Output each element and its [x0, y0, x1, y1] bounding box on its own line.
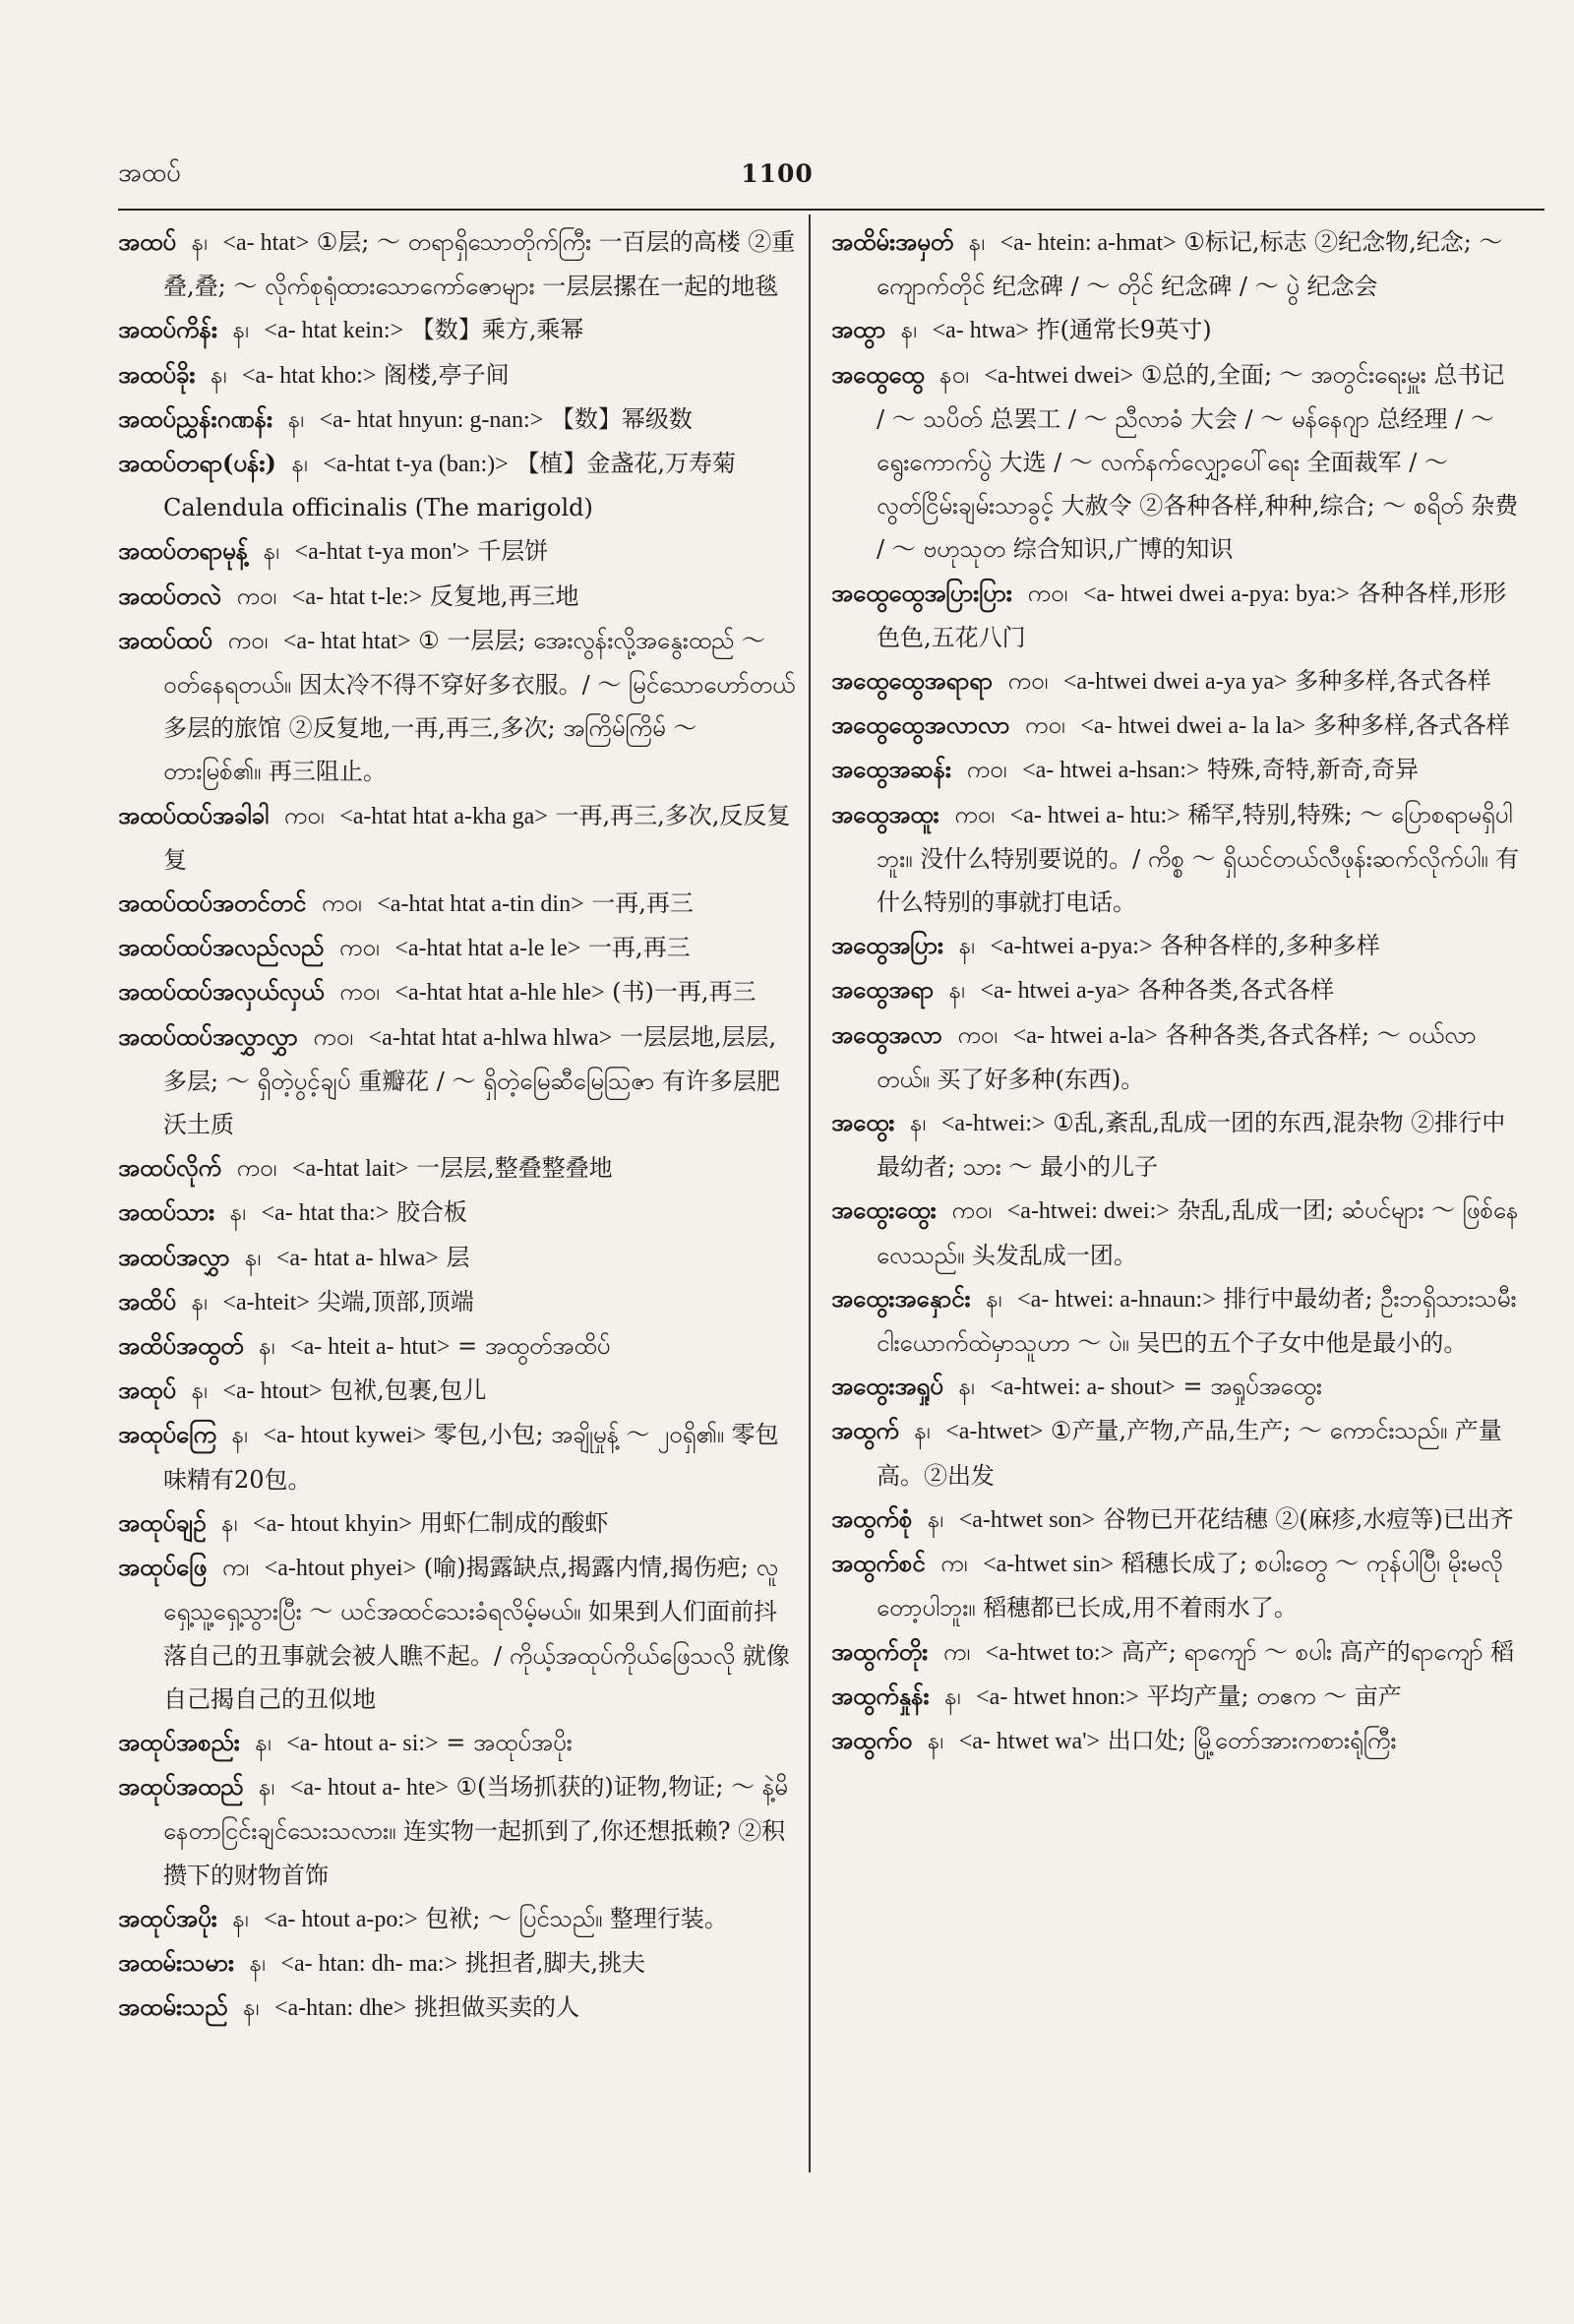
- dictionary-entry: [118, 353, 797, 398]
- pronunciation: <a-htat htat a-tin din>: [377, 891, 584, 918]
- dictionary-entry: [118, 1146, 797, 1191]
- pronunciation: <a- htat tha:>: [261, 1200, 390, 1227]
- part-of-speech: န၊: [191, 1376, 208, 1405]
- definition: 谷物已开花结穗 ②(麻疹,水痘等)已出齐: [1102, 1504, 1514, 1533]
- definition: ①产量,产物,产品,生产; ～ ကောင်းသည်။ 产量高。②出发: [877, 1417, 1502, 1490]
- part-of-speech: န၊: [191, 228, 208, 256]
- definition: 排行中最幼者; ဦးဘရှိသားသမီးငါးယောက်ထဲမှာသူဟာ ～ ပဲ။ 吴巴的五个子女中他是最小的。: [877, 1284, 1517, 1358]
- pronunciation: <a-htat lait>: [291, 1156, 409, 1183]
- definition: = အထွတ်အထိပ်: [457, 1332, 611, 1361]
- pronunciation: <a-htwei dwei a-ya ya>: [1062, 669, 1288, 696]
- pronunciation: <a-htwei a-pya:>: [990, 934, 1153, 960]
- dictionary-entry: [831, 1101, 1520, 1189]
- headword: အထပ်ထပ်: [118, 625, 212, 654]
- definition: 胶合板: [395, 1198, 467, 1227]
- headword: အထွေအထူး: [831, 799, 939, 828]
- dictionary-entry: [118, 1941, 797, 1986]
- headword: အထွေအလာ: [831, 1019, 942, 1049]
- headword: အထပ်အလွှာ: [118, 1242, 230, 1271]
- definition: 平均产量; တဧက ～ 亩产: [1146, 1682, 1402, 1710]
- pronunciation: <a- htout a- hte>: [289, 1775, 449, 1802]
- definition: 包袱; ～ ပြင်သည်။ 整理行装。: [425, 1904, 728, 1932]
- headword: အထွက်တိုး: [831, 1636, 929, 1666]
- dictionary-entry: [118, 1280, 797, 1324]
- dictionary-entry: [118, 1015, 797, 1147]
- headword: အထပ်ထပ်အလှယ်လှယ်: [118, 977, 325, 1007]
- definition: 各种各样的,多种多样: [1160, 932, 1380, 960]
- part-of-speech: န၊: [986, 1284, 1002, 1313]
- headword: အထပ်တရာ(ပန်း): [118, 449, 276, 478]
- headword: အထုပ်ချဉ်: [118, 1507, 207, 1537]
- dictionary-entry: [831, 1498, 1520, 1542]
- pronunciation: <a- htwei a-ya>: [980, 978, 1130, 1005]
- part-of-speech: က၀၊: [339, 978, 380, 1007]
- definition: 【植】金盏花,万寿菊 Calendula officinalis (The marigold): [163, 450, 736, 522]
- part-of-speech: က၀၊: [227, 626, 269, 654]
- dictionary-entry: [831, 748, 1520, 792]
- definition: 一再,再三: [591, 889, 694, 918]
- header-rule: [118, 209, 1544, 211]
- headword: အထွေထွေအရာရာ: [831, 666, 993, 696]
- pronunciation: <a- htwei dwei a-pya: bya:>: [1082, 581, 1350, 607]
- dictionary-entry: [831, 1189, 1520, 1276]
- definition: 多种多样,各式各样: [1295, 667, 1491, 696]
- part-of-speech: က၀၊: [957, 1020, 999, 1049]
- definition: 千层饼: [477, 537, 549, 566]
- definition: 阁楼,亭子间: [384, 360, 510, 389]
- headword: အထပ်ထပ်အလွှာလွှာ: [118, 1021, 298, 1051]
- headword: အထုပ်ဖြေ: [118, 1553, 208, 1582]
- definition: 高产; ရာကျော် ～ စပါး 高产的ရာကျော် 稻: [1120, 1637, 1515, 1666]
- part-of-speech: န၊: [232, 1904, 249, 1932]
- pronunciation: <a- htwei a- htu:>: [1009, 802, 1180, 828]
- definition: 【数】乘方,乘幂: [410, 316, 584, 344]
- page-number: 1100: [741, 159, 814, 188]
- part-of-speech: န၊: [291, 450, 308, 478]
- part-of-speech: န၊: [229, 1198, 246, 1227]
- pronunciation: <a- htout khyin>: [253, 1510, 412, 1537]
- headword: အထပ်သား: [118, 1197, 215, 1227]
- running-head: အထပ်: [118, 158, 181, 188]
- pronunciation: <a- htat kein:>: [264, 318, 404, 344]
- definition: 一层层地,层层,多层; ～ ရှိတဲ့ပွင့်ချပ် 重瓣花 / ～ ရှိတဲ့မြေဆီမြေသြဇာ 有许多层肥沃土质: [163, 1022, 780, 1139]
- headword: အထပ်တလဲ: [118, 581, 221, 610]
- part-of-speech: န၊: [249, 1948, 266, 1977]
- pronunciation: <a- htan: dh- ma:>: [280, 1950, 458, 1977]
- part-of-speech: န၊: [927, 1726, 944, 1754]
- dictionary-entry: [118, 970, 797, 1014]
- pronunciation: <a- htwa>: [932, 318, 1029, 344]
- dictionary-entry: [118, 619, 797, 794]
- part-of-speech: န၊: [255, 1728, 272, 1756]
- part-of-speech: က၀၊: [236, 1154, 277, 1183]
- pronunciation: <a- htout kywei>: [263, 1423, 427, 1449]
- part-of-speech: န၊: [263, 537, 279, 566]
- pronunciation: <a-htat t-ya mon'>: [294, 539, 470, 566]
- headword: အထွက်နှုန်း: [831, 1681, 930, 1710]
- pronunciation: <a-htwei: dwei:>: [1006, 1198, 1170, 1225]
- dictionary-entry: [831, 1409, 1520, 1497]
- part-of-speech: န၊: [259, 1332, 275, 1361]
- dictionary-entry: [831, 659, 1520, 703]
- headword: အထွက်ဝ: [831, 1725, 913, 1754]
- definition: ①乱,紊乱,乱成一团的东西,混杂物 ②排行中最幼者; သား ～ 最小的儿子: [877, 1109, 1506, 1182]
- definition: 尖端,顶部,顶端: [317, 1287, 474, 1315]
- headword: အထိပ်အထွတ်: [118, 1331, 244, 1361]
- pronunciation: <a-htout phyei>: [264, 1556, 417, 1582]
- part-of-speech: န၊: [900, 316, 917, 344]
- part-of-speech: က၊: [942, 1637, 971, 1666]
- dictionary-entry: [831, 1365, 1520, 1409]
- definition: 杂乱,乱成一团; ဆံပင်များ ～ ဖြစ်နေလေသည်။ 头发乱成一团。: [877, 1196, 1519, 1269]
- dictionary-entry: [118, 1721, 797, 1765]
- pronunciation: <a-hteit>: [222, 1289, 310, 1315]
- pronunciation: <a-htwet sin>: [983, 1552, 1115, 1578]
- headword: အထုပ်ကြေ: [118, 1420, 216, 1449]
- pronunciation: <a-htwet son>: [958, 1506, 1096, 1533]
- definition: = အရှုပ်အထွေး: [1182, 1373, 1322, 1401]
- dictionary-entry: [118, 1413, 797, 1500]
- definition: 层: [446, 1243, 470, 1271]
- pronunciation: <a-htan: dhe>: [273, 1995, 407, 2022]
- dictionary-entry: [831, 1630, 1520, 1675]
- pronunciation: <a- htat>: [222, 230, 310, 256]
- part-of-speech: န၊: [221, 1508, 238, 1537]
- dictionary-entry: [118, 1501, 797, 1546]
- headword: အထွေထွေ: [831, 359, 925, 389]
- part-of-speech: န၊: [259, 1773, 275, 1802]
- dictionary-entry: [118, 308, 797, 352]
- dictionary-entry: [831, 968, 1520, 1012]
- definition: 挑担者,脚夫,挑夫: [464, 1948, 646, 1977]
- definition: 各种各类,各式各样: [1137, 976, 1335, 1005]
- headword: အထမ်းသည်: [118, 1992, 228, 2022]
- dictionary-entry: [118, 882, 797, 926]
- definition: 【数】幂级数: [550, 404, 693, 433]
- dictionary-entry: [118, 1369, 797, 1413]
- definition: ①总的,全面; ～ အတွင်းရေးမှူး 总书记 / ～ သပိတ် 总罢工 / ～ ညီလာခံ 大会 / ～ မန်နေဂျာ 总经理 / ～ ရွေးကောက်ပွဲ 大选 / ～ လက်နက်လျှော့ပေါ်ရေး 全面裁军 / ～ လွတ်ငြိမ်းချမ်းသာခွင့် 大赦令 ②各种各样,种种,综合; ～ စရိတ် 杂费 / ～ ဗဟုသုတ 综合知识,广博的知识: [877, 360, 1519, 564]
- part-of-speech: န၀၊: [939, 360, 969, 389]
- headword: အထုပ်: [118, 1376, 176, 1405]
- headword: အထုပ်အထည်: [118, 1772, 244, 1802]
- part-of-speech: န၊: [968, 228, 986, 256]
- definition: = အထုပ်အပိုး: [446, 1728, 573, 1756]
- part-of-speech: က၀၊: [236, 581, 277, 610]
- part-of-speech: န၊: [191, 1287, 208, 1315]
- dictionary-entry: [831, 1675, 1520, 1719]
- pronunciation: <a- htwet hnon:>: [976, 1683, 1139, 1710]
- headword: အထပ်ထပ်အလည်လည်: [118, 933, 325, 962]
- pronunciation: <a-htat htat a-kha ga>: [339, 803, 548, 829]
- definition: 包袱,包裹,包儿: [330, 1376, 487, 1405]
- headword: အထွေးထွေး: [831, 1195, 937, 1225]
- dictionary-entry: [831, 572, 1520, 659]
- pronunciation: <a-htat htat a-le le>: [394, 936, 581, 962]
- definition: 稻穗长成了; စပါးတွေ ～ ကုန်ပါပြီ၊ မိုးမလိုတော့ပါဘူး။ 稻穗都已长成,用不着雨水了。: [877, 1550, 1503, 1622]
- part-of-speech: န၊: [287, 404, 304, 433]
- dictionary-entry: [118, 1765, 797, 1897]
- dictionary-entry: [118, 794, 797, 882]
- pronunciation: <a-htat htat a-hle hle>: [394, 980, 605, 1007]
- dictionary-entry: [118, 1191, 797, 1235]
- definition: 挑担做买卖的人: [413, 1993, 579, 2022]
- dictionary-entry: [118, 1236, 797, 1280]
- definition: 用虾仁制成的酸虾: [419, 1508, 609, 1537]
- definition: 多种多样,各式各样: [1312, 711, 1510, 740]
- left-column: [118, 220, 797, 2030]
- headword: အထပ်ထပ်အခါခါ: [118, 800, 270, 829]
- headword: အထွေး: [831, 1108, 895, 1137]
- headword: အထပ်လိုက်: [118, 1153, 221, 1183]
- part-of-speech: က၊: [221, 1554, 250, 1582]
- pronunciation: <a- htwei dwei a- la la>: [1080, 713, 1306, 740]
- pronunciation: <a- htein: a-hmat>: [999, 230, 1177, 256]
- headword: အထုပ်အစည်း: [118, 1727, 240, 1756]
- dictionary-entry: [118, 529, 797, 574]
- column-divider: [809, 214, 811, 2172]
- headword: အထွေအဆန်း: [831, 755, 952, 784]
- dictionary-entry: [118, 220, 797, 308]
- part-of-speech: န၊: [914, 1417, 931, 1445]
- dictionary-entry: [831, 220, 1520, 308]
- headword: အထွေအပြား: [831, 931, 943, 960]
- definition: 一再,再三: [587, 934, 691, 962]
- pronunciation: <a- htwei a-la>: [1012, 1022, 1158, 1049]
- dictionary-entry: [831, 1277, 1520, 1365]
- definition: ①标记,标志 ②纪念物,纪念; ～ ကျောက်တိုင် 纪念碑 / ～ တိုင် 纪念碑 / ～ ပွဲ 纪念会: [877, 228, 1503, 301]
- part-of-speech: က၀၊: [951, 1196, 993, 1225]
- pronunciation: <a- hteit a- htut>: [290, 1334, 451, 1361]
- dictionary-entry: [831, 793, 1520, 925]
- headword: အထပ်ထပ်အတင်တင်: [118, 888, 307, 918]
- definition: 稀罕,特别,特殊; ～ ပြောစရာမရှိပါဘူး။ 没什么特别要说的。/ ကိစ္စ ～ ရှိယင်တယ်လီဖုန်းဆက်လိုက်ပါ။ 有什么特别的事就打电话。: [877, 800, 1520, 917]
- headword: အထပ်ကိန်း: [118, 315, 217, 344]
- dictionary-entry: [831, 1719, 1520, 1763]
- pronunciation: <a- htout>: [222, 1378, 323, 1405]
- definition: 一再,再三,多次,反反复复: [163, 801, 791, 874]
- pronunciation: <a- htout a- si:>: [286, 1730, 439, 1756]
- pronunciation: <a- htwei a-hsan:>: [1022, 758, 1200, 784]
- part-of-speech: န၊: [958, 1373, 975, 1401]
- headword: အထိပ်: [118, 1286, 176, 1315]
- part-of-speech: န၊: [944, 1682, 961, 1710]
- headword: အထွေအရာ: [831, 975, 934, 1005]
- part-of-speech: က၀၊: [966, 756, 1007, 784]
- headword: အထွာ: [831, 315, 886, 344]
- part-of-speech: က၀၊: [338, 934, 380, 962]
- pronunciation: <a-htwei:>: [940, 1111, 1046, 1137]
- pronunciation: <a- htwei: a-hnaun:>: [1017, 1286, 1216, 1313]
- definition: ① 一层层; အေးလွန်းလို့အနွေးထည် ～ ဝတ်နေရတယ်။ 因太冷不得不穿好多衣服。/ ～ မြင်သောဟော်တယ် 多层的旅馆 ②反复地,一再,再三,多次; အကြိမ်ကြိမ် ～ တားမြစ်၏။ 再三阻止。: [163, 626, 796, 786]
- dictionary-entry: [831, 308, 1520, 352]
- definition: ①(当场抓获的)证物,物证; ～ နဲ့မိနေတာငြင်းချင်သေးသလား။ 连实物一起抓到了,你还想抵赖? ②积攒下的财物首饰: [163, 1773, 788, 1889]
- dictionary-entry: [831, 703, 1520, 748]
- definition: 各种各样,形形色色,五花八门: [877, 579, 1507, 651]
- part-of-speech: န၊: [910, 1109, 927, 1137]
- dictionary-entry: [118, 442, 797, 529]
- headword: အထွက်စုံ: [831, 1503, 913, 1533]
- pronunciation: <a-htat htat a-hlwa hlwa>: [368, 1024, 613, 1051]
- part-of-speech: က၀၊: [954, 800, 996, 828]
- definition: 各种各类,各式各样; ～ ဝယ်လာတယ်။ 买了好多种(东西)。: [877, 1020, 1477, 1093]
- pronunciation: <a-htwet>: [945, 1419, 1044, 1445]
- part-of-speech: န၊: [958, 932, 975, 960]
- headword: အထပ်: [118, 227, 176, 256]
- pronunciation: <a-htwet to:>: [985, 1639, 1115, 1666]
- part-of-speech: န၊: [948, 976, 965, 1005]
- headword: အထိမ်းအမှတ်: [831, 227, 954, 256]
- definition: 反复地,再三地: [429, 581, 579, 610]
- part-of-speech: က၀၊: [321, 889, 362, 918]
- headword: အထွေထွေအလာလာ: [831, 710, 1010, 740]
- part-of-speech: န၊: [927, 1504, 944, 1533]
- pronunciation: <a-htat t-ya (ban:)>: [323, 452, 509, 478]
- headword: အထွက်စင်: [831, 1549, 926, 1578]
- definition: (书)一再,再三: [612, 978, 757, 1007]
- dictionary-entry: [831, 924, 1520, 968]
- headword: အထွေထွေအပြားပြား: [831, 578, 1012, 607]
- part-of-speech: န၊: [211, 360, 227, 389]
- headword: အထုပ်အပိုး: [118, 1903, 217, 1932]
- headword: အထပ်ခိုး: [118, 359, 196, 389]
- right-column: [831, 220, 1520, 1763]
- headword: အထွေးအရှုပ်: [831, 1372, 943, 1401]
- part-of-speech: န၊: [243, 1993, 260, 2022]
- headword: အထမ်းသမား: [118, 1947, 234, 1977]
- pronunciation: <a- htat htat>: [282, 628, 411, 654]
- part-of-speech: က၀၊: [1007, 667, 1049, 696]
- part-of-speech: န၊: [232, 316, 249, 344]
- pronunciation: <a- htwet wa'>: [958, 1728, 1101, 1754]
- pronunciation: <a- htout a-po:>: [264, 1906, 418, 1932]
- part-of-speech: က၀၊: [1027, 579, 1068, 607]
- part-of-speech: က၀၊: [1024, 711, 1065, 740]
- definition: (喻)揭露缺点,揭露内情,揭伤疤; လူရှေ့သူ့ရှေ့သွားပြီး ～ ယင်အထင်သေးခံရလိမ့်မယ်။ 如果到人们面前抖落自己的丑事就会被人瞧不起。/ ကိုယ့်အထုပ်ကိုယ်ဖြေသလို 就像自己揭自己的丑似地: [163, 1554, 790, 1713]
- pronunciation: <a- htat t-le:>: [291, 583, 423, 610]
- part-of-speech: န၊: [244, 1243, 262, 1271]
- dictionary-entry: [118, 1546, 797, 1721]
- definition: 一层层,整叠整叠地: [415, 1154, 613, 1183]
- dictionary-entry: [118, 398, 797, 442]
- dictionary-entry: [118, 575, 797, 619]
- definition: 零包,小包; အချိုမှုန့် ～ ၂၀ရှိ၏။ 零包味精有20包。: [163, 1421, 779, 1494]
- dictionary-entry: [118, 1324, 797, 1369]
- part-of-speech: က၀၊: [313, 1022, 353, 1051]
- dictionary-entry: [118, 926, 797, 970]
- pronunciation: <a- htat kho:>: [242, 362, 377, 389]
- headword: အထပ်တရာမုန့်: [118, 536, 249, 566]
- definition: ①层; ～ တရာရှိသောတိုက်ကြီး 一百层的高楼 ②重叠,叠; ～ လိုက်စုရုံထားသောကော်ဇောများ 一层层摞在一起的地毯: [163, 228, 796, 301]
- dictionary-entry: [831, 1542, 1520, 1629]
- pronunciation: <a- htat hnyun: g-nan:>: [319, 406, 544, 433]
- definition: 拃(通常长9英寸): [1036, 316, 1212, 344]
- definition: 出口处; မြို့တော်အားကစားရုံကြီး: [1107, 1726, 1397, 1754]
- headword: အထွေးအနှောင်း: [831, 1283, 971, 1313]
- part-of-speech: က၊: [940, 1550, 968, 1578]
- definition: 特殊,奇特,新奇,奇异: [1207, 756, 1419, 784]
- headword: အထပ်ညွှန်းဂဏန်း: [118, 403, 273, 433]
- dictionary-entry: [118, 1986, 797, 2030]
- dictionary-entry: [831, 353, 1520, 572]
- headword: အထွက်: [831, 1416, 899, 1445]
- part-of-speech: က၀၊: [283, 801, 325, 829]
- page-header: [118, 148, 1436, 207]
- pronunciation: <a-htwei: a- shout>: [990, 1375, 1176, 1401]
- pronunciation: <a-htwei dwei>: [984, 362, 1134, 389]
- part-of-speech: န၊: [231, 1421, 248, 1449]
- dictionary-entry: [118, 1897, 797, 1941]
- pronunciation: <a- htat a- hlwa>: [275, 1245, 439, 1271]
- dictionary-entry: [831, 1013, 1520, 1101]
